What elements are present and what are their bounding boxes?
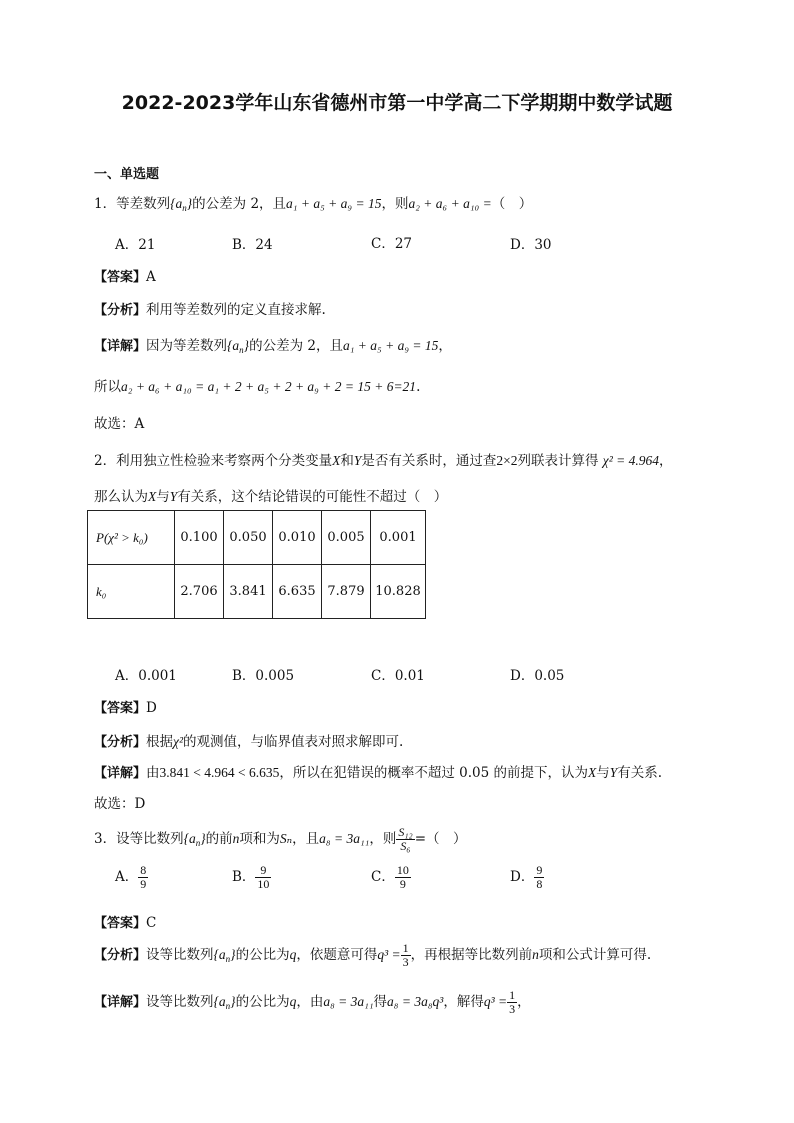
table-cell: 0.010 (273, 511, 322, 565)
table-cell: 7.879 (322, 565, 371, 619)
question-2: 2．利用独立性检验来考察两个分类变量X和Y是否有关系时，通过查2×2列联表计算得 χ² = 4.964， (94, 453, 673, 469)
table-row (88, 565, 426, 619)
q1-detail-line2: 所以a₂ + a₆ + a₁₀ = a₁ + 2 + a₅ + 2 + a₉ + 2 = 15 + 6=21. (94, 379, 421, 395)
q1-option-b[interactable]: B．24 (232, 237, 273, 253)
q3-option-d[interactable]: D． $\frac{9}{8}$ (510, 863, 543, 892)
critical-value-table (87, 510, 426, 619)
table-cell: 0.001 (371, 511, 426, 565)
q1-ask: a₂ + a₆ + a₁₀ = (408, 196, 492, 211)
q3-detail: 【详解】设等比数列$\{a_n\}$的公比为q，由a₈ = 3a₁₁得a₈ = 3a₈q³，解得q³ = $\frac{1}{3}$ ， (94, 988, 531, 1017)
table-cell: 0.100 (175, 511, 224, 565)
q2-answer: 【答案】D (94, 700, 157, 716)
table-cell: 3.841 (224, 565, 273, 619)
section-heading: 一、单选题 (94, 167, 160, 182)
q1-condition: a₁ + a₅ + a₉ = 15 (286, 196, 382, 211)
q1-analysis: 【分析】利用等差数列的定义直接求解. (94, 302, 326, 318)
q2-option-d[interactable]: D．0.05 (510, 668, 565, 684)
page-title: 2022-2023学年山东省德州市第一中学高二下学期期中数学试题 (121, 92, 673, 114)
q3-option-a[interactable]: A． $\frac{8}{9}$ (115, 863, 147, 892)
table-header-cell: k₀ (88, 565, 175, 619)
q1-number: 1． (94, 196, 117, 212)
q1-option-d[interactable]: D．30 (510, 237, 552, 253)
q1-option-c[interactable]: C．27 (371, 236, 413, 252)
q1-answer: 【答案】A (94, 269, 156, 285)
q1-detail: 【详解】因为等差数列$\{a_n\}$的公差为 2，且a₁ + a₅ + a₉ = 15， (94, 338, 452, 355)
q3-option-b[interactable]: B． $\frac{9}{10}$ (232, 863, 270, 892)
q2-choice: 故选：D (94, 796, 146, 812)
q2-analysis: 【分析】根据χ²的观测值，与临界值表对照求解即可. (94, 734, 404, 750)
table-cell: 6.635 (273, 565, 322, 619)
question-3: 3．设等比数列$\{a_n\}$的前n项和为Sₙ，且a₈ = 3a₁₁，则 $\frac{\text{S₁₂}}{\text{S₆}}$ =（ ） (94, 825, 467, 854)
q1-option-a[interactable]: A．21 (115, 237, 156, 253)
table-header-cell: P(χ² > k₀) (88, 511, 175, 565)
table-cell: 2.706 (175, 565, 224, 619)
q2-option-a[interactable]: A．0.001 (115, 668, 177, 684)
q3-analysis: 【分析】设等比数列$\{a_n\}$的公比为q，依题意可得q³ = $\frac{1}{3}$ ，再根据等比数列前n项和公式计算可得. (94, 941, 652, 970)
q1-choice: 故选：A (94, 416, 145, 432)
q3-option-c[interactable]: C． $\frac{10}{9}$ (371, 863, 409, 892)
table-cell: 0.005 (322, 511, 371, 565)
question-2-line2: 那么认为X与Y有关系，这个结论错误的可能性不超过（ ） (94, 489, 448, 505)
q2-detail: 【详解】由3.841 < 4.964 < 6.635，所以在犯错误的概率不超过 0.05 的前提下，认为X与Y有关系. (94, 765, 663, 781)
q3-answer: 【答案】C (94, 915, 157, 931)
q3-ratio: $\frac{\text{S₁₂}}{\text{S₆}}$ (398, 825, 413, 854)
table-row (88, 511, 426, 565)
question-1: 1．等差数列$\{a_n\}$的公差为 2，且a₁ + a₅ + a₉ = 15，则a₂ + a₆ + a₁₀ =（ ） (94, 196, 533, 213)
q2-option-b[interactable]: B．0.005 (232, 668, 295, 684)
table-cell: 10.828 (371, 565, 426, 619)
q2-option-c[interactable]: C．0.01 (371, 668, 425, 684)
table-cell: 0.050 (224, 511, 273, 565)
